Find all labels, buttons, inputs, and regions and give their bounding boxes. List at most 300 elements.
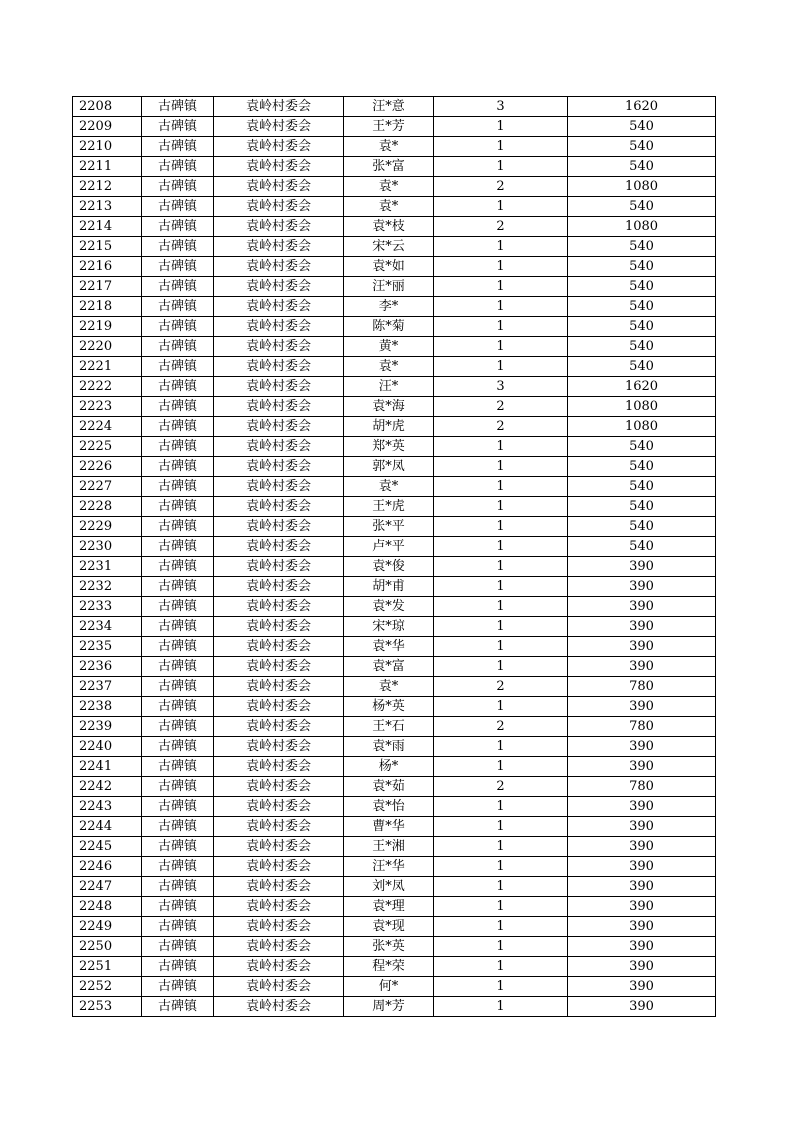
- count-cell: 1: [434, 437, 568, 457]
- name-cell: 张*英: [344, 937, 434, 957]
- amount-cell: 390: [568, 937, 716, 957]
- row-number-cell: 2234: [73, 617, 142, 637]
- count-cell: 1: [434, 757, 568, 777]
- table-row: [73, 657, 716, 677]
- count-cell: 2: [434, 717, 568, 737]
- amount-cell: 390: [568, 597, 716, 617]
- village-cell: 袁岭村委会: [214, 157, 344, 177]
- town-cell: 古碑镇: [142, 557, 214, 577]
- table-row: [73, 777, 716, 797]
- town-cell: 古碑镇: [142, 917, 214, 937]
- town-cell: 古碑镇: [142, 877, 214, 897]
- name-cell: 汪*意: [344, 97, 434, 117]
- count-cell: 1: [434, 937, 568, 957]
- town-cell: 古碑镇: [142, 437, 214, 457]
- town-cell: 古碑镇: [142, 97, 214, 117]
- village-cell: 袁岭村委会: [214, 717, 344, 737]
- row-number-cell: 2225: [73, 437, 142, 457]
- table-row: [73, 317, 716, 337]
- name-cell: 袁*枝: [344, 217, 434, 237]
- count-cell: 1: [434, 457, 568, 477]
- count-cell: 1: [434, 257, 568, 277]
- amount-cell: 540: [568, 497, 716, 517]
- count-cell: 1: [434, 477, 568, 497]
- table-row: [73, 577, 716, 597]
- name-cell: 袁*: [344, 477, 434, 497]
- row-number-cell: 2229: [73, 517, 142, 537]
- table-row: [73, 617, 716, 637]
- amount-cell: 390: [568, 797, 716, 817]
- name-cell: 周*芳: [344, 997, 434, 1017]
- name-cell: 曹*华: [344, 817, 434, 837]
- row-number-cell: 2224: [73, 417, 142, 437]
- amount-cell: 540: [568, 317, 716, 337]
- amount-cell: 540: [568, 137, 716, 157]
- amount-cell: 780: [568, 677, 716, 697]
- amount-cell: 780: [568, 777, 716, 797]
- count-cell: 1: [434, 737, 568, 757]
- village-cell: 袁岭村委会: [214, 857, 344, 877]
- count-cell: 1: [434, 957, 568, 977]
- town-cell: 古碑镇: [142, 617, 214, 637]
- town-cell: 古碑镇: [142, 297, 214, 317]
- village-cell: 袁岭村委会: [214, 97, 344, 117]
- village-cell: 袁岭村委会: [214, 237, 344, 257]
- amount-cell: 390: [568, 957, 716, 977]
- town-cell: 古碑镇: [142, 997, 214, 1017]
- row-number-cell: 2249: [73, 917, 142, 937]
- row-number-cell: 2232: [73, 577, 142, 597]
- name-cell: 袁*华: [344, 637, 434, 657]
- row-number-cell: 2213: [73, 197, 142, 217]
- amount-cell: 1620: [568, 377, 716, 397]
- row-number-cell: 2211: [73, 157, 142, 177]
- name-cell: 袁*: [344, 357, 434, 377]
- count-cell: 3: [434, 97, 568, 117]
- row-number-cell: 2248: [73, 897, 142, 917]
- amount-cell: 390: [568, 637, 716, 657]
- table-row: [73, 357, 716, 377]
- amount-cell: 540: [568, 277, 716, 297]
- count-cell: 1: [434, 837, 568, 857]
- row-number-cell: 2245: [73, 837, 142, 857]
- village-cell: 袁岭村委会: [214, 617, 344, 637]
- village-cell: 袁岭村委会: [214, 197, 344, 217]
- table-row: [73, 337, 716, 357]
- row-number-cell: 2227: [73, 477, 142, 497]
- row-number-cell: 2239: [73, 717, 142, 737]
- row-number-cell: 2219: [73, 317, 142, 337]
- town-cell: 古碑镇: [142, 257, 214, 277]
- count-cell: 1: [434, 597, 568, 617]
- table-row: [73, 97, 716, 117]
- town-cell: 古碑镇: [142, 857, 214, 877]
- table-row: [73, 837, 716, 857]
- row-number-cell: 2222: [73, 377, 142, 397]
- town-cell: 古碑镇: [142, 937, 214, 957]
- count-cell: 2: [434, 777, 568, 797]
- row-number-cell: 2247: [73, 877, 142, 897]
- table-row: [73, 157, 716, 177]
- town-cell: 古碑镇: [142, 837, 214, 857]
- village-cell: 袁岭村委会: [214, 777, 344, 797]
- count-cell: 2: [434, 397, 568, 417]
- row-number-cell: 2246: [73, 857, 142, 877]
- amount-cell: 540: [568, 117, 716, 137]
- town-cell: 古碑镇: [142, 417, 214, 437]
- amount-cell: 390: [568, 757, 716, 777]
- name-cell: 何*: [344, 977, 434, 997]
- data-table: [72, 96, 716, 1017]
- amount-cell: 1080: [568, 177, 716, 197]
- name-cell: 袁*茹: [344, 777, 434, 797]
- town-cell: 古碑镇: [142, 317, 214, 337]
- row-number-cell: 2244: [73, 817, 142, 837]
- row-number-cell: 2223: [73, 397, 142, 417]
- village-cell: 袁岭村委会: [214, 997, 344, 1017]
- table-row: [73, 117, 716, 137]
- name-cell: 汪*华: [344, 857, 434, 877]
- name-cell: 袁*: [344, 197, 434, 217]
- town-cell: 古碑镇: [142, 197, 214, 217]
- table-row: [73, 397, 716, 417]
- count-cell: 1: [434, 137, 568, 157]
- table-row: [73, 697, 716, 717]
- count-cell: 1: [434, 157, 568, 177]
- village-cell: 袁岭村委会: [214, 577, 344, 597]
- name-cell: 袁*发: [344, 597, 434, 617]
- table-row: [73, 237, 716, 257]
- town-cell: 古碑镇: [142, 537, 214, 557]
- amount-cell: 390: [568, 857, 716, 877]
- row-number-cell: 2242: [73, 777, 142, 797]
- table-row: [73, 877, 716, 897]
- count-cell: 1: [434, 117, 568, 137]
- amount-cell: 540: [568, 477, 716, 497]
- village-cell: 袁岭村委会: [214, 497, 344, 517]
- village-cell: 袁岭村委会: [214, 897, 344, 917]
- town-cell: 古碑镇: [142, 677, 214, 697]
- amount-cell: 540: [568, 457, 716, 477]
- table-row: [73, 597, 716, 617]
- amount-cell: 390: [568, 617, 716, 637]
- village-cell: 袁岭村委会: [214, 677, 344, 697]
- table-row: [73, 257, 716, 277]
- count-cell: 3: [434, 377, 568, 397]
- table-row: [73, 717, 716, 737]
- table-row: [73, 497, 716, 517]
- village-cell: 袁岭村委会: [214, 817, 344, 837]
- village-cell: 袁岭村委会: [214, 377, 344, 397]
- town-cell: 古碑镇: [142, 237, 214, 257]
- name-cell: 陈*菊: [344, 317, 434, 337]
- table-row: [73, 277, 716, 297]
- town-cell: 古碑镇: [142, 797, 214, 817]
- amount-cell: 390: [568, 737, 716, 757]
- row-number-cell: 2216: [73, 257, 142, 277]
- table-row: [73, 517, 716, 537]
- name-cell: 郑*英: [344, 437, 434, 457]
- town-cell: 古碑镇: [142, 517, 214, 537]
- row-number-cell: 2230: [73, 537, 142, 557]
- town-cell: 古碑镇: [142, 657, 214, 677]
- table-row: [73, 917, 716, 937]
- name-cell: 袁*: [344, 677, 434, 697]
- village-cell: 袁岭村委会: [214, 477, 344, 497]
- name-cell: 胡*虎: [344, 417, 434, 437]
- name-cell: 刘*凤: [344, 877, 434, 897]
- row-number-cell: 2228: [73, 497, 142, 517]
- village-cell: 袁岭村委会: [214, 417, 344, 437]
- name-cell: 汪*丽: [344, 277, 434, 297]
- count-cell: 1: [434, 317, 568, 337]
- row-number-cell: 2214: [73, 217, 142, 237]
- amount-cell: 540: [568, 237, 716, 257]
- village-cell: 袁岭村委会: [214, 397, 344, 417]
- count-cell: 1: [434, 577, 568, 597]
- count-cell: 1: [434, 617, 568, 637]
- row-number-cell: 2217: [73, 277, 142, 297]
- count-cell: 2: [434, 417, 568, 437]
- table-row: [73, 477, 716, 497]
- town-cell: 古碑镇: [142, 397, 214, 417]
- name-cell: 袁*海: [344, 397, 434, 417]
- village-cell: 袁岭村委会: [214, 217, 344, 237]
- amount-cell: 1620: [568, 97, 716, 117]
- count-cell: 1: [434, 557, 568, 577]
- table-row: [73, 677, 716, 697]
- town-cell: 古碑镇: [142, 477, 214, 497]
- count-cell: 1: [434, 897, 568, 917]
- name-cell: 袁*雨: [344, 737, 434, 757]
- name-cell: 袁*如: [344, 257, 434, 277]
- village-cell: 袁岭村委会: [214, 117, 344, 137]
- count-cell: 2: [434, 217, 568, 237]
- count-cell: 1: [434, 197, 568, 217]
- town-cell: 古碑镇: [142, 457, 214, 477]
- table-row: [73, 897, 716, 917]
- town-cell: 古碑镇: [142, 177, 214, 197]
- table-row: [73, 637, 716, 657]
- table-row: [73, 957, 716, 977]
- town-cell: 古碑镇: [142, 777, 214, 797]
- name-cell: 胡*甫: [344, 577, 434, 597]
- village-cell: 袁岭村委会: [214, 797, 344, 817]
- town-cell: 古碑镇: [142, 957, 214, 977]
- row-number-cell: 2209: [73, 117, 142, 137]
- row-number-cell: 2238: [73, 697, 142, 717]
- village-cell: 袁岭村委会: [214, 657, 344, 677]
- name-cell: 王*虎: [344, 497, 434, 517]
- name-cell: 袁*现: [344, 917, 434, 937]
- name-cell: 李*: [344, 297, 434, 317]
- name-cell: 张*平: [344, 517, 434, 537]
- amount-cell: 1080: [568, 417, 716, 437]
- village-cell: 袁岭村委会: [214, 937, 344, 957]
- amount-cell: 540: [568, 337, 716, 357]
- amount-cell: 1080: [568, 397, 716, 417]
- amount-cell: 540: [568, 357, 716, 377]
- village-cell: 袁岭村委会: [214, 257, 344, 277]
- row-number-cell: 2253: [73, 997, 142, 1017]
- amount-cell: 540: [568, 437, 716, 457]
- table-row: [73, 757, 716, 777]
- row-number-cell: 2240: [73, 737, 142, 757]
- count-cell: 1: [434, 277, 568, 297]
- village-cell: 袁岭村委会: [214, 317, 344, 337]
- name-cell: 黄*: [344, 337, 434, 357]
- row-number-cell: 2220: [73, 337, 142, 357]
- amount-cell: 390: [568, 657, 716, 677]
- row-number-cell: 2237: [73, 677, 142, 697]
- table-row: [73, 997, 716, 1017]
- name-cell: 袁*: [344, 137, 434, 157]
- village-cell: 袁岭村委会: [214, 737, 344, 757]
- row-number-cell: 2233: [73, 597, 142, 617]
- amount-cell: 780: [568, 717, 716, 737]
- table-row: [73, 197, 716, 217]
- town-cell: 古碑镇: [142, 497, 214, 517]
- town-cell: 古碑镇: [142, 137, 214, 157]
- name-cell: 王*石: [344, 717, 434, 737]
- row-number-cell: 2212: [73, 177, 142, 197]
- amount-cell: 390: [568, 917, 716, 937]
- table-row: [73, 977, 716, 997]
- amount-cell: 390: [568, 817, 716, 837]
- table-row: [73, 417, 716, 437]
- amount-cell: 540: [568, 517, 716, 537]
- town-cell: 古碑镇: [142, 117, 214, 137]
- village-cell: 袁岭村委会: [214, 277, 344, 297]
- town-cell: 古碑镇: [142, 897, 214, 917]
- name-cell: 宋*琼: [344, 617, 434, 637]
- name-cell: 袁*理: [344, 897, 434, 917]
- table-row: [73, 817, 716, 837]
- village-cell: 袁岭村委会: [214, 597, 344, 617]
- amount-cell: 540: [568, 537, 716, 557]
- table-row: [73, 457, 716, 477]
- village-cell: 袁岭村委会: [214, 757, 344, 777]
- name-cell: 袁*: [344, 177, 434, 197]
- count-cell: 1: [434, 237, 568, 257]
- row-number-cell: 2226: [73, 457, 142, 477]
- count-cell: 1: [434, 857, 568, 877]
- name-cell: 王*芳: [344, 117, 434, 137]
- count-cell: 1: [434, 497, 568, 517]
- village-cell: 袁岭村委会: [214, 977, 344, 997]
- count-cell: 1: [434, 697, 568, 717]
- table-row: [73, 937, 716, 957]
- name-cell: 郭*凤: [344, 457, 434, 477]
- count-cell: 1: [434, 817, 568, 837]
- amount-cell: 390: [568, 577, 716, 597]
- village-cell: 袁岭村委会: [214, 297, 344, 317]
- row-number-cell: 2236: [73, 657, 142, 677]
- name-cell: 卢*平: [344, 537, 434, 557]
- count-cell: 1: [434, 997, 568, 1017]
- count-cell: 1: [434, 357, 568, 377]
- amount-cell: 390: [568, 697, 716, 717]
- table-row: [73, 217, 716, 237]
- village-cell: 袁岭村委会: [214, 137, 344, 157]
- row-number-cell: 2250: [73, 937, 142, 957]
- town-cell: 古碑镇: [142, 977, 214, 997]
- table-row: [73, 377, 716, 397]
- town-cell: 古碑镇: [142, 717, 214, 737]
- amount-cell: 390: [568, 837, 716, 857]
- count-cell: 1: [434, 917, 568, 937]
- village-cell: 袁岭村委会: [214, 697, 344, 717]
- table-row: [73, 437, 716, 457]
- village-cell: 袁岭村委会: [214, 957, 344, 977]
- row-number-cell: 2243: [73, 797, 142, 817]
- name-cell: 杨*: [344, 757, 434, 777]
- amount-cell: 390: [568, 877, 716, 897]
- count-cell: 1: [434, 657, 568, 677]
- name-cell: 张*富: [344, 157, 434, 177]
- amount-cell: 390: [568, 557, 716, 577]
- amount-cell: 540: [568, 257, 716, 277]
- village-cell: 袁岭村委会: [214, 537, 344, 557]
- amount-cell: 390: [568, 997, 716, 1017]
- village-cell: 袁岭村委会: [214, 437, 344, 457]
- name-cell: 袁*富: [344, 657, 434, 677]
- amount-cell: 540: [568, 297, 716, 317]
- row-number-cell: 2210: [73, 137, 142, 157]
- village-cell: 袁岭村委会: [214, 837, 344, 857]
- table-row: [73, 797, 716, 817]
- count-cell: 1: [434, 877, 568, 897]
- table-row: [73, 557, 716, 577]
- table-row: [73, 177, 716, 197]
- amount-cell: 1080: [568, 217, 716, 237]
- count-cell: 1: [434, 637, 568, 657]
- town-cell: 古碑镇: [142, 817, 214, 837]
- village-cell: 袁岭村委会: [214, 877, 344, 897]
- name-cell: 汪*: [344, 377, 434, 397]
- village-cell: 袁岭村委会: [214, 637, 344, 657]
- amount-cell: 390: [568, 897, 716, 917]
- village-cell: 袁岭村委会: [214, 337, 344, 357]
- row-number-cell: 2241: [73, 757, 142, 777]
- village-cell: 袁岭村委会: [214, 917, 344, 937]
- village-cell: 袁岭村委会: [214, 457, 344, 477]
- count-cell: 1: [434, 517, 568, 537]
- table-row: [73, 537, 716, 557]
- name-cell: 袁*怡: [344, 797, 434, 817]
- town-cell: 古碑镇: [142, 757, 214, 777]
- town-cell: 古碑镇: [142, 217, 214, 237]
- town-cell: 古碑镇: [142, 157, 214, 177]
- count-cell: 1: [434, 797, 568, 817]
- town-cell: 古碑镇: [142, 637, 214, 657]
- town-cell: 古碑镇: [142, 697, 214, 717]
- table-body: [73, 97, 716, 1017]
- row-number-cell: 2235: [73, 637, 142, 657]
- village-cell: 袁岭村委会: [214, 517, 344, 537]
- name-cell: 王*湘: [344, 837, 434, 857]
- town-cell: 古碑镇: [142, 377, 214, 397]
- row-number-cell: 2218: [73, 297, 142, 317]
- name-cell: 宋*云: [344, 237, 434, 257]
- town-cell: 古碑镇: [142, 597, 214, 617]
- count-cell: 1: [434, 537, 568, 557]
- count-cell: 1: [434, 977, 568, 997]
- amount-cell: 390: [568, 977, 716, 997]
- name-cell: 袁*俊: [344, 557, 434, 577]
- town-cell: 古碑镇: [142, 337, 214, 357]
- amount-cell: 540: [568, 157, 716, 177]
